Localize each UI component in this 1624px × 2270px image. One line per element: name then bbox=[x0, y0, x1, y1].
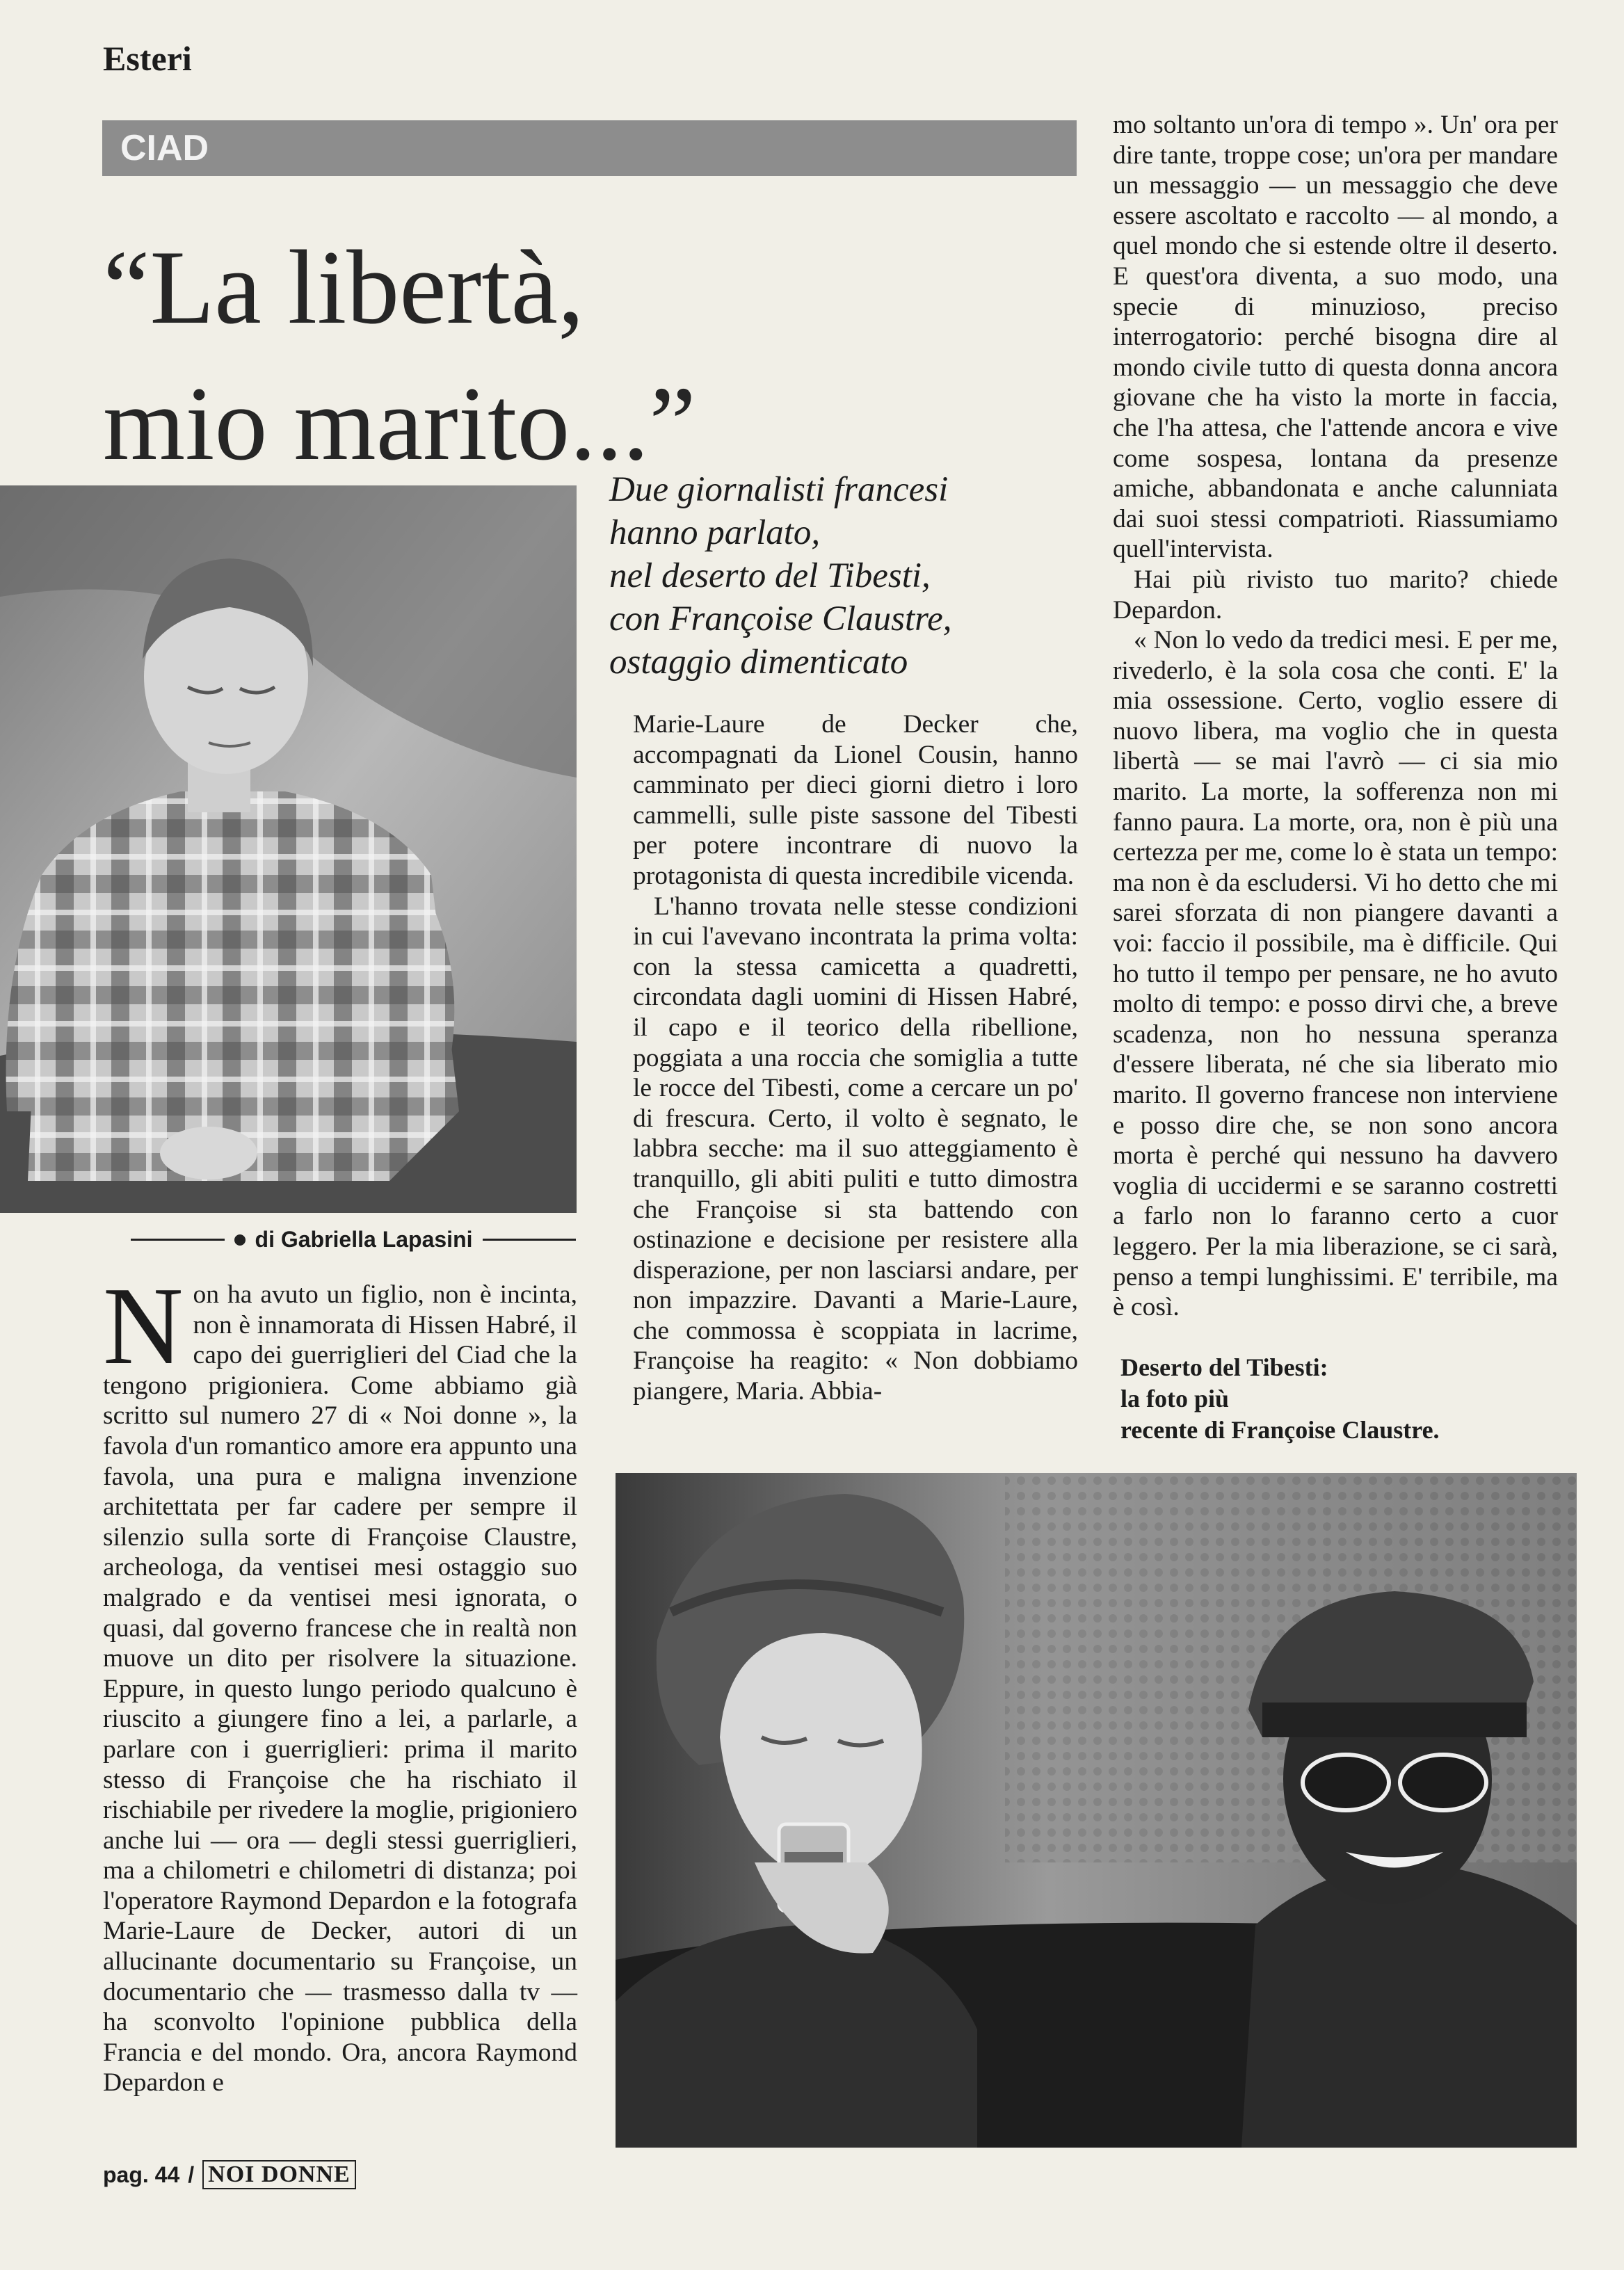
paragraph: « Non lo vedo da tredici mesi. E per me, rivederlo, è la sola cosa che conti. E' la mia ossessione. Certo, voglio essere di nuovo libera, ma voglio che in questa libertà — se mai l'avrò — ci sia mio marito. La morte, la sofferenza non mi fanno paura. La morte, ora, non è più una certezza per me, come lo è stata un tempo: ma non è da escludersi. Vi ho detto che mi sarei sforzata di non piangere davanti a voi: faccio il possibile, ma è difficile. Qui ho tutto il tempo per pensare, ne ho avuto molto di tempo: e posso dirvi che, a breve scadenza, non ho nessuna speranza d'essere liberata, né che sia liberato mio marito. Il governo francese non interviene e posso dire che, se non sono ancora morta è perché qui nessuno ha davvero voglia di uccidermi e se saranno costretti a farlo non lo faranno certo a cuor leggero. Per la mia liberazione, se ci sarà, penso a tempi lunghissimi. E' terribile, ma è così. bbox=[1113, 626, 1558, 1322]
article-column-1 bbox=[103, 1264, 577, 2098]
headline-line: “La libertà, bbox=[103, 229, 585, 346]
subtitle-line: Due giornalisti francesi bbox=[609, 470, 949, 509]
country-tag-band bbox=[102, 120, 1077, 176]
photo-caption bbox=[1120, 1352, 1566, 1446]
paragraph: L'hanno trovata nelle stesse condizioni in cui l'avevano incontrata la prima volta: con la stessa camicetta a quadretti, circondata dagli uomini di Hissen Habré, il capo e il teorico della ribellione, poggiata a una roccia che somiglia a tutte le rocce del Tibesti, come a cercare un po' di frescura. Certo, il volto è segnato, le labbra secche: ma il suo atteggiamento è tranquillo, gli abiti puliti e tutto dimostra che Françoise si sta battendo con ostinazione e decisione per resistere alla disperazione, per non lasciarsi andare, per non impazzire. Davanti a Marie-Laure, che commossa è scoppiata in lacrime, Françoise ha reagito: « Non dobbiamo piangere, Maria. Abbia- bbox=[633, 892, 1078, 1406]
headline bbox=[103, 219, 826, 492]
page-number: pag. 44 bbox=[103, 2162, 180, 2187]
paragraph: Hai più rivisto tuo marito? chiede Depardon. bbox=[1113, 565, 1558, 625]
article-column-3 bbox=[1113, 110, 1558, 1323]
portrait-photo bbox=[0, 485, 577, 1213]
article-column-2 bbox=[633, 709, 1078, 1407]
headline-line: mio marito...” bbox=[103, 365, 696, 482]
country-tag: CIAD bbox=[120, 128, 209, 168]
page-footer bbox=[103, 2160, 356, 2189]
byline bbox=[131, 1227, 576, 1253]
footer-separator: / bbox=[188, 2162, 195, 2187]
caption-line: la foto più bbox=[1120, 1385, 1230, 1412]
byline-rule bbox=[131, 1239, 225, 1241]
subtitle-line: con Françoise Claustre, bbox=[609, 599, 952, 638]
caption-line: recente di Françoise Claustre. bbox=[1120, 1416, 1440, 1444]
paragraph: mo soltanto un'ora di tempo ». Un' ora per dire tante, troppe cose; un'ora per mandare un messaggio — un messaggio che deve essere ascoltato e raccolto — al mondo, a quel mondo che si estende oltre il deserto. E quest'ora diventa, a suo modo, una specie di minuzioso, preciso interrogatorio: perché bisogna dire al mondo civile tutto di questa donna ancora giovane che ha visto la morte in faccia, che l'ha attesa, che l'attende ancora e vive come sospesa, lontana da presenze amiche, abbandonata e anche calunniata dai suoi stessi compatrioti. Riassumiamo quell'intervista. bbox=[1113, 111, 1558, 564]
magazine-logo: NOI DONNE bbox=[202, 2160, 356, 2189]
caption-line: Deserto del Tibesti: bbox=[1120, 1353, 1328, 1381]
subtitle-line: nel deserto del Tibesti, bbox=[609, 556, 931, 595]
byline-author: di Gabriella Lapasini bbox=[255, 1227, 473, 1252]
bullet-icon bbox=[234, 1234, 246, 1246]
paragraph: Marie-Laure de Decker che, accompagnati da Lionel Cousin, hanno camminato per dieci giorni dietro i loro cammelli, sulle piste sassone del Tibesti per potere incontrare di nuovo la protagonista di questa incredibile vicenda. bbox=[633, 710, 1078, 890]
subtitle-line: ostaggio dimenticato bbox=[609, 643, 908, 682]
subtitle bbox=[609, 468, 1054, 684]
interview-photo bbox=[616, 1473, 1577, 2148]
subtitle-line: hanno parlato, bbox=[609, 513, 821, 552]
section-label: Esteri bbox=[103, 39, 192, 78]
drop-cap: N bbox=[103, 1264, 184, 1387]
paragraph: on ha avuto un figlio, non è incinta, non è innamorata di Hissen Habré, il capo dei guerriglieri del Ciad che la tengono prigioniera. Come abbiamo già scritto sul numero 27 di « Noi donne », la favola d'un romantico amore era appunto una favola, una pura e maligna invenzione architettata per far cadere per sempre il silenzio sulla sorte di Françoise Claustre, archeologa, da ventisei mesi ostaggio suo malgrado e da ventisei mesi ignorata, o quasi, dal governo francese che in realtà non muove un dito per risolvere la situazione. Eppure, in questo lungo periodo qualcuno è riuscito a giungere fino a lei, a parlarle, a parlare con i guerriglieri: prima il marito stesso di Françoise che ha rischiato il rischiabile per rivedere la moglie, prigioniero anche lui — ora — degli stessi guerriglieri, ma a chilometri e chilometri di distanza; poi l'operatore Raymond Depardon e la fotografa Marie-Laure de Decker, autori di un allucinante documentario su Françoise, un documentario che — trasmesso dalla tv — ha sconvolto l'opinione pubblica della Francia e del mondo. Ora, ancora Raymond Depardon e bbox=[103, 1280, 577, 2098]
byline-rule bbox=[483, 1239, 577, 1241]
